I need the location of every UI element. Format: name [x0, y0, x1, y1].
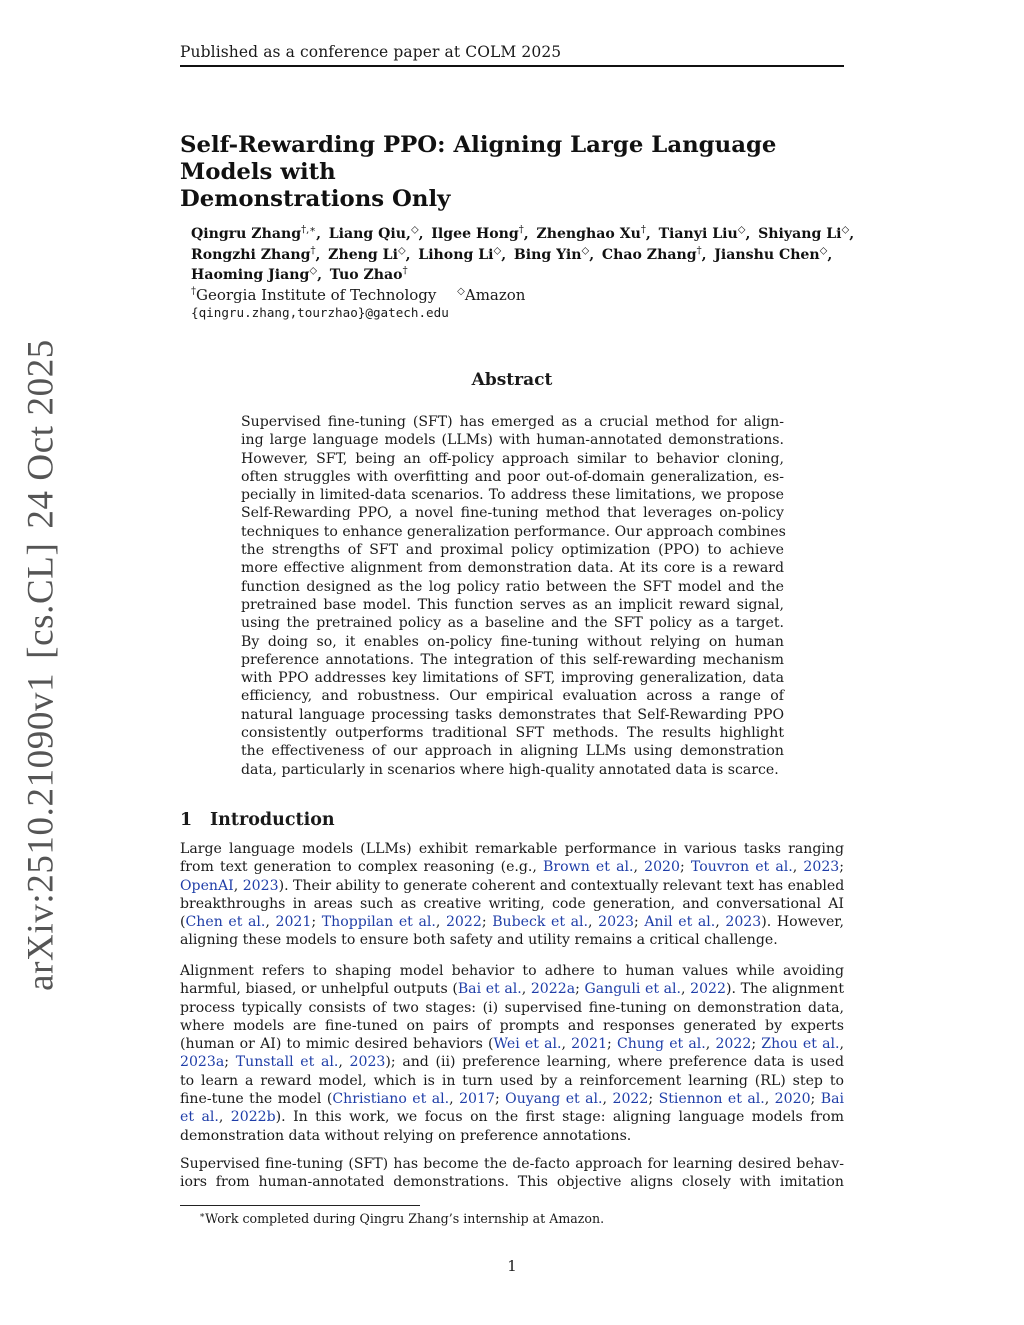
- author-name: Chao Zhang: [601, 246, 697, 263]
- text-line: demonstration data without relying on preference annotations.: [180, 1127, 632, 1144]
- author-name: Liang Qiu,: [328, 226, 411, 242]
- author-affiliation-mark: ◇: [493, 244, 502, 256]
- text-line: aligning these models to ensure both safety and utility remains a critical challenge.: [180, 932, 778, 949]
- paragraph: [180, 840, 844, 950]
- author-affiliation-mark: †: [402, 265, 408, 277]
- author-affiliation-mark: ◇: [737, 224, 746, 236]
- footnote-text: Work completed during Qingru Zhang’s internship at Amazon.: [205, 1211, 605, 1227]
- abstract-line: more effective alignment from demonstration data. At its core is a reward: [241, 560, 784, 577]
- author-affiliation-mark: ◇: [819, 244, 828, 256]
- section-heading: [180, 810, 335, 830]
- author: [418, 244, 502, 263]
- citation-link[interactable]: Thoppilan et al.: [321, 914, 436, 931]
- author-name: Qingru Zhang: [191, 226, 302, 242]
- author: [758, 226, 849, 242]
- citation-link[interactable]: Wei et al.: [493, 1036, 562, 1053]
- author: [330, 267, 408, 283]
- title-line: Self-Rewarding PPO: Aligning Large Language Models with: [180, 132, 777, 185]
- citation-link[interactable]: 2021: [571, 1036, 608, 1053]
- citation-link[interactable]: 2022a: [530, 981, 576, 998]
- author-affiliation-mark: ◇: [410, 224, 419, 236]
- citation-link[interactable]: 2023: [803, 859, 840, 876]
- abstract-line: By doing so, it enables on-policy fine-tuning without relying on human: [241, 633, 784, 650]
- citation-link[interactable]: et al.: [180, 1109, 219, 1126]
- citation-link[interactable]: Stiennon et al.: [658, 1091, 765, 1108]
- author-name: Haoming Jiang: [191, 267, 310, 283]
- text-line: et al., 2022b). In this work, we focus on the first stage: aligning language models from: [180, 1109, 844, 1126]
- citation-link[interactable]: Bai: [820, 1091, 845, 1108]
- citation-link[interactable]: Chung et al.: [616, 1036, 706, 1053]
- citation-link[interactable]: 2022: [715, 1036, 752, 1053]
- abstract-line: pretrained base model. This function serves as an implicit reward signal,: [241, 596, 784, 613]
- abstract-line: efficiency, and robustness. Our empirical evaluation across a range of: [241, 688, 784, 705]
- citation-link[interactable]: Ganguli et al.: [584, 981, 681, 998]
- affiliation-mark: ◇: [457, 286, 465, 297]
- citation-link[interactable]: 2022: [445, 914, 482, 931]
- author-affiliation-mark: †,∗: [301, 224, 317, 236]
- citation-link[interactable]: Bai et al.: [457, 981, 522, 998]
- citation-link[interactable]: Brown et al.: [543, 859, 634, 876]
- author-affiliation-mark: ◇: [581, 244, 590, 256]
- text-line: fine-tune the model (Christiano et al., 2017; Ouyang et al., 2022; Stiennon et al., 2020; Bai: [180, 1091, 845, 1108]
- arxiv-category: [cs.CL]: [20, 542, 62, 659]
- abstract-line: pecially in limited-data scenarios. To address these limitations, we propose: [241, 487, 784, 504]
- author: [431, 226, 523, 242]
- affiliations: [191, 285, 525, 305]
- paragraph: [180, 1155, 844, 1192]
- abstract-line: However, SFT, being an off-policy approach similar to behavior cloning,: [241, 450, 784, 467]
- text-line: breakthroughs in areas such as creative writing, code generation, and conversational AI: [180, 895, 844, 912]
- text-line: (Chen et al., 2021; Thoppilan et al., 2022; Bubeck et al., 2023; Anil et al., 2023). However,: [180, 914, 844, 931]
- author-name: Shiyang Li: [758, 226, 842, 242]
- author: [513, 244, 590, 263]
- citation-link[interactable]: Christiano et al.: [332, 1091, 450, 1108]
- citation-link[interactable]: Tunstall et al.: [235, 1054, 339, 1071]
- text-line: harmful, biased, or unhelpful outputs (Bai et al., 2022a; Ganguli et al., 2022). The alignment: [180, 981, 844, 998]
- text-line: to learn a reward model, which is in turn used by a reinforcement learning (RL) step to: [180, 1072, 844, 1089]
- text-line: Large language models (LLMs) exhibit remarkable performance in various tasks ranging: [180, 841, 844, 857]
- author-affiliation-mark: †: [310, 244, 316, 256]
- citation-link[interactable]: 2023: [725, 914, 762, 931]
- citation-link[interactable]: 2023: [242, 877, 279, 894]
- citation-link[interactable]: 2022: [612, 1091, 649, 1108]
- section-title: Introduction: [210, 810, 335, 830]
- affiliation-name: Amazon: [464, 286, 526, 304]
- author: [191, 226, 316, 242]
- author: [601, 244, 702, 263]
- text-line: where models are fine-tuned on pairs of prompts and responses generated by experts: [180, 1017, 844, 1034]
- citation-link[interactable]: 2022b: [230, 1109, 276, 1126]
- abstract-line: the strengths of SFT and proximal policy optimization (PPO) to achieve: [241, 542, 784, 559]
- citation-link[interactable]: Chen et al.: [185, 914, 266, 931]
- author-name: Rongzhi Zhang: [191, 246, 311, 263]
- author-name: Zheng Li: [328, 246, 398, 263]
- citation-link[interactable]: Anil et al.: [644, 914, 716, 931]
- paper-title: [180, 132, 850, 213]
- text-line: process typically consists of two stages: (i) supervised fine-tuning on demonstration data,: [180, 999, 844, 1016]
- author-name: Lihong Li: [418, 246, 494, 263]
- author: [714, 244, 828, 263]
- page-number: 1: [507, 1257, 517, 1275]
- abstract-line: often struggles with overfitting and poor out-of-domain generalization, es-: [241, 468, 784, 485]
- arxiv-id: arXiv:2510.21090v1: [20, 672, 62, 991]
- text-line: from text generation to complex reasoning (e.g., Brown et al., 2020; Touvron et al., 2023;: [180, 859, 845, 876]
- paragraph: [180, 962, 844, 1145]
- author-affiliation-mark: †: [696, 244, 702, 256]
- author: [191, 267, 317, 283]
- citation-link[interactable]: 2017: [459, 1091, 495, 1108]
- abstract-heading: Abstract: [471, 370, 553, 390]
- citation-link[interactable]: 2023: [349, 1054, 386, 1071]
- citation-link[interactable]: 2020: [644, 859, 680, 876]
- author-affiliation-mark: †: [640, 224, 646, 236]
- abstract-line: function designed as the log policy ratio between the SFT model and the: [241, 578, 784, 595]
- text-line: iors from human-annotated demonstrations. This objective aligns closely with imitation: [180, 1174, 844, 1191]
- author: [659, 226, 746, 242]
- abstract-line: with PPO addresses key limitations of SFT, improving generalization, data: [241, 670, 784, 687]
- author: [191, 244, 316, 263]
- text-line: OpenAI, 2023). Their ability to generate coherent and contextually relevant text has enabled: [180, 877, 845, 894]
- author-name: Tuo Zhao: [329, 267, 403, 283]
- abstract-line: data, particularly in scenarios where high-quality annotated data is scarce.: [241, 761, 779, 778]
- author: [329, 226, 419, 242]
- abstract-line: techniques to enhance generalization performance. Our approach combines: [241, 523, 786, 540]
- citation-link[interactable]: Touvron et al.: [690, 859, 793, 876]
- citation-link[interactable]: 2020: [774, 1091, 811, 1108]
- abstract-line: ing large language models (LLMs) with human-annotated demonstrations.: [241, 432, 784, 449]
- arxiv-stamp: [20, 339, 63, 991]
- author-affiliation-mark: ◇: [309, 265, 318, 277]
- author-name: Zhenghao Xu: [536, 226, 641, 242]
- citation-link[interactable]: 2022: [690, 981, 726, 998]
- abstract-line: preference annotations. The integration of this self-rewarding mechanism: [241, 651, 784, 668]
- author-name: Tianyi Liu: [658, 226, 738, 242]
- author: [328, 244, 406, 263]
- author: [536, 226, 645, 242]
- author-affiliation-mark: ◇: [397, 244, 406, 256]
- citation-link[interactable]: 2023: [598, 914, 635, 931]
- citation-link[interactable]: Ouyang et al.: [505, 1091, 603, 1108]
- abstract-line: using the pretrained policy as a baseline and the SFT policy as a target.: [241, 615, 784, 632]
- header-rule: [180, 65, 844, 67]
- author-name: Jianshu Chen: [714, 246, 820, 263]
- abstract-line: Self-Rewarding PPO, a novel fine-tuning method that leverages on-policy: [241, 505, 784, 522]
- section-number: 1: [180, 810, 193, 830]
- text-line: Alignment refers to shaping model behavior to adhere to human values while avoiding: [180, 963, 844, 979]
- text-line: (human or AI) to mimic desired behaviors (Wei et al., 2021; Chung et al., 2022; Zhou et al.,: [180, 1036, 844, 1053]
- text-line: Supervised fine-tuning (SFT) has become the de-facto approach for learning desired behav-: [180, 1156, 844, 1172]
- citation-link[interactable]: OpenAI: [180, 877, 234, 894]
- citation-link[interactable]: 2023a: [180, 1054, 225, 1071]
- abstract-line: the effectiveness of our approach in aligning LLMs using demonstration: [241, 743, 784, 760]
- text-line: 2023a; Tunstall et al., 2023); and (ii) preference learning, where preference data is used: [180, 1054, 844, 1071]
- affiliation-mark: †: [191, 286, 196, 297]
- abstract-line: natural language processing tasks demonstrates that Self-Rewarding PPO: [241, 706, 784, 723]
- citation-link[interactable]: Zhou et al.: [761, 1036, 840, 1053]
- footnote: [199, 1208, 604, 1227]
- author-affiliation-mark: ◇: [841, 224, 850, 236]
- contact-email[interactable]: {qingru.zhang,tourzhao}@gatech.edu: [191, 305, 449, 320]
- abstract-line: Supervised fine-tuning (SFT) has emerged as a crucial method for align-: [241, 414, 784, 430]
- author-name: Bing Yin: [513, 246, 582, 263]
- author-list: Qingru Zhang†,∗, Liang Qiu,◇, Ilgee Hong†, Zhenghao Xu†, Tianyi Liu◇, Shiyang Li◇, Rongzhi Zhang†, Zheng Li◇, Lihong Li◇, Bing Yin◇, Chao Zhang†, Jianshu Chen◇, Haoming Jiang◇, Tuo Zhao†: [191, 224, 855, 283]
- abstract-body: [241, 413, 784, 779]
- footnote-rule: [180, 1205, 420, 1206]
- affiliation-name: Georgia Institute of Technology: [196, 286, 437, 304]
- author-name: Ilgee Hong: [431, 226, 519, 242]
- author-affiliation-mark: †: [518, 224, 524, 236]
- running-header: Published as a conference paper at COLM 2025: [180, 43, 562, 61]
- citation-link[interactable]: Bubeck et al.: [492, 914, 589, 931]
- title-line: Demonstrations Only: [180, 186, 451, 212]
- footnote-mark: ∗: [199, 1211, 206, 1221]
- arxiv-date: 24 Oct 2025: [20, 339, 62, 529]
- abstract-line: consistently outperforms traditional SFT methods. The results highlight: [241, 725, 784, 742]
- citation-link[interactable]: 2021: [275, 914, 312, 931]
